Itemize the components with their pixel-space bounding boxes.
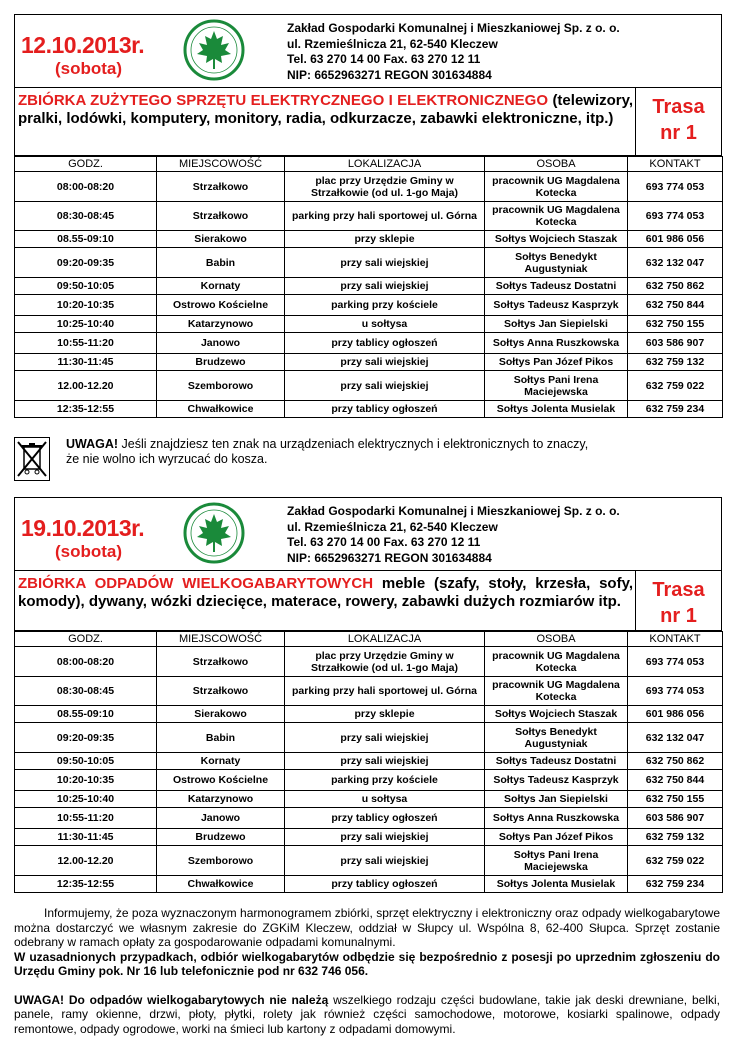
table-row (15, 770, 723, 791)
cell-loc: przy sali wiejskiej (285, 829, 485, 846)
schedule-table-1 (14, 156, 723, 418)
cell-contact: 693 774 053 (628, 202, 723, 231)
cell-contact: 632 759 022 (628, 371, 723, 401)
cell-loc: przy sali wiejskiej (285, 248, 485, 278)
cell-person: Sołtys Wojciech Staszak (485, 706, 628, 723)
col-header: LOKALIZACJA (285, 157, 485, 172)
cell-contact: 632 750 862 (628, 278, 723, 295)
cell-contact: 632 759 022 (628, 846, 723, 876)
cell-contact: 632 759 234 (628, 876, 723, 893)
cell-person: Sołtys Benedykt Augustyniak (485, 723, 628, 753)
warning-label: UWAGA! (66, 437, 119, 451)
cell-person: Sołtys Pan Józef Pikos (485, 354, 628, 371)
cell-time: 12.00-12.20 (15, 846, 157, 876)
company-ids: NIP: 6652963271 REGON 301634884 (287, 550, 492, 565)
table-row (15, 278, 723, 295)
cell-place: Strzałkowo (157, 677, 285, 706)
cell-contact: 693 774 053 (628, 172, 723, 202)
table-row (15, 371, 723, 401)
cell-time: 10:25-10:40 (15, 791, 157, 808)
cell-contact: 603 586 907 (628, 333, 723, 354)
cell-loc: przy sklepie (285, 231, 485, 248)
warning-line-1: Jeśli znajdziesz ten znak na urządzeniach elektrycznych i elektronicznych to znaczy, (118, 437, 589, 451)
header-2 (14, 497, 722, 571)
cell-place: Ostrowo Kościelne (157, 770, 285, 791)
cell-loc: parking przy kościele (285, 295, 485, 316)
collection-day-2: (sobota) (55, 542, 123, 561)
cell-person: pracownik UG Magdalena Kotecka (485, 647, 628, 677)
table-row (15, 295, 723, 316)
cell-contact: 632 759 234 (628, 401, 723, 418)
cell-person: Sołtys Tadeusz Kasprzyk (485, 295, 628, 316)
cell-place: Strzałkowo (157, 647, 285, 677)
cell-time: 12:35-12:55 (15, 401, 157, 418)
cell-time: 08.55-09:10 (15, 231, 157, 248)
collection-title-1 (14, 88, 722, 156)
cell-place: Babin (157, 723, 285, 753)
cell-time: 08:30-08:45 (15, 202, 157, 231)
col-header: KONTAKT (628, 632, 723, 647)
col-header: KONTAKT (628, 157, 723, 172)
table-row (15, 172, 723, 202)
cell-place: Sierakowo (157, 231, 285, 248)
cell-time: 12:35-12:55 (15, 876, 157, 893)
cell-time: 12.00-12.20 (15, 371, 157, 401)
table-row (15, 677, 723, 706)
cell-loc: u sołtysa (285, 316, 485, 333)
cell-contact: 603 586 907 (628, 808, 723, 829)
cell-loc: przy sali wiejskiej (285, 846, 485, 876)
cell-place: Ostrowo Kościelne (157, 295, 285, 316)
cell-place: Brudzewo (157, 354, 285, 371)
table-row (15, 791, 723, 808)
table-row (15, 876, 723, 893)
cell-person: Sołtys Pani Irena Maciejewska (485, 371, 628, 401)
cell-loc: parking przy hali sportowej ul. Górna (285, 202, 485, 231)
info-paragraph-2: W uzasadnionych przypadkach, odbiór wielkogabarytów odbędzie się bezpośrednio z posesji po uprzednim zgłoszeniu do Urzędu Gminy pok. Nr 16 lub telefonicznie pod nr 632 746 056. (14, 949, 720, 978)
cell-place: Sierakowo (157, 706, 285, 723)
company-ids: NIP: 6652963271 REGON 301634884 (287, 67, 492, 82)
info-paragraph-1: Informujemy, że poza wyznaczonym harmonogramem zbiórki, sprzęt elektryczny i elektroniczny oraz odpady wielkogabarytowe można dostarczyć we własnym zakresie do ZGKiM Kleczew, oddział w Słupcy ul. Wspólna 8, 62-400 Słupca. Sprzęt zostanie odebrany w ramach opłaty za gospodarowanie odpadami komunalnymi. (14, 906, 720, 949)
cell-time: 08:00-08:20 (15, 647, 157, 677)
cell-contact: 693 774 053 (628, 647, 723, 677)
info-warning-rest: wszelkiego rodzaju części budowlane, takie jak deski drewniane, belki, panele, ramy okienne, drzwi, płoty, płytki, rolety jak również części samochodowe, motorowe, kosiarki spalinowe, odpady remontowe, odpady ogrodowe, worki na śmieci lub kartony z odpadami domowymi. (14, 992, 720, 1036)
cell-person: Sołtys Tadeusz Dostatni (485, 278, 628, 295)
cell-time: 08:00-08:20 (15, 172, 157, 202)
cell-contact: 601 986 056 (628, 706, 723, 723)
cell-time: 09:50-10:05 (15, 753, 157, 770)
route-label-1: Trasa nr 1 (635, 88, 721, 155)
cell-place: Kornaty (157, 278, 285, 295)
cell-loc: przy tablicy ogłoszeń (285, 401, 485, 418)
cell-contact: 601 986 056 (628, 231, 723, 248)
company-address: ul. Rzemieślnicza 21, 62-540 Kleczew (287, 519, 498, 534)
table-header-row (15, 157, 723, 172)
collection-day-1: (sobota) (55, 59, 123, 78)
collection-date-1: 12.10.2013r. (21, 32, 145, 58)
header-1 (14, 14, 722, 88)
cell-contact: 632 750 844 (628, 770, 723, 791)
company-info-2 (287, 504, 620, 566)
company-phones: Tel. 63 270 14 00 Fax. 63 270 12 11 (287, 535, 481, 549)
cell-person: Sołtys Pan Józef Pikos (485, 829, 628, 846)
cell-loc: parking przy hali sportowej ul. Górna (285, 677, 485, 706)
cell-time: 09:20-09:35 (15, 248, 157, 278)
collection-heading-2: ZBIÓRKA ODPADÓW WIELKOGABARYTOWYCH (18, 575, 374, 592)
cell-person: pracownik UG Magdalena Kotecka (485, 202, 628, 231)
cell-time: 09:20-09:35 (15, 723, 157, 753)
cell-time: 10:55-11:20 (15, 808, 157, 829)
cell-place: Chwałkowice (157, 876, 285, 893)
cell-contact: 632 759 132 (628, 354, 723, 371)
cell-person: Sołtys Jan Siepielski (485, 316, 628, 333)
cell-person: pracownik UG Magdalena Kotecka (485, 677, 628, 706)
cell-person: Sołtys Jolenta Musielak (485, 876, 628, 893)
cell-time: 08.55-09:10 (15, 706, 157, 723)
company-name: Zakład Gospodarki Komunalnej i Mieszkaniowej Sp. z o. o. (287, 21, 620, 35)
table-header-row (15, 632, 723, 647)
cell-loc: przy sali wiejskiej (285, 354, 485, 371)
table-row (15, 723, 723, 753)
cell-place: Katarzynowo (157, 316, 285, 333)
cell-person: Sołtys Wojciech Staszak (485, 231, 628, 248)
table-row (15, 248, 723, 278)
cell-contact: 632 750 155 (628, 316, 723, 333)
cell-person: Sołtys Jolenta Musielak (485, 401, 628, 418)
cell-loc: przy sali wiejskiej (285, 278, 485, 295)
cell-time: 11:30-11:45 (15, 354, 157, 371)
collection-desc-2: meble (szafy, stoły, krzesła, sofy, komody), dywany, wózki dziecięce, materace, rowery, zabawki dużych rozmiarów itp. (18, 575, 633, 610)
warning-text (66, 437, 588, 467)
cell-contact: 632 132 047 (628, 248, 723, 278)
table-row (15, 829, 723, 846)
col-header: MIEJSCOWOŚĆ (157, 632, 285, 647)
cell-loc: u sołtysa (285, 791, 485, 808)
col-header: GODZ. (15, 632, 157, 647)
cell-place: Katarzynowo (157, 791, 285, 808)
cell-loc: przy sklepie (285, 706, 485, 723)
cell-time: 10:55-11:20 (15, 333, 157, 354)
cell-person: Sołtys Anna Ruszkowska (485, 333, 628, 354)
cell-loc: przy sali wiejskiej (285, 753, 485, 770)
schedule-block-2 (14, 497, 722, 893)
cell-loc: przy tablicy ogłoszeń (285, 808, 485, 829)
company-phones: Tel. 63 270 14 00 Fax. 63 270 12 11 (287, 52, 481, 66)
company-name: Zakład Gospodarki Komunalnej i Mieszkaniowej Sp. z o. o. (287, 504, 620, 518)
table-row (15, 846, 723, 876)
table-row (15, 706, 723, 723)
info-section (14, 906, 720, 1036)
cell-contact: 693 774 053 (628, 677, 723, 706)
cell-place: Babin (157, 248, 285, 278)
table-row (15, 808, 723, 829)
warning-line-2: że nie wolno ich wyrzucać do kosza. (66, 452, 268, 466)
cell-contact: 632 750 862 (628, 753, 723, 770)
cell-loc: przy sali wiejskiej (285, 371, 485, 401)
cell-contact: 632 750 155 (628, 791, 723, 808)
cell-loc: plac przy Urzędzie Gminy w Strzałkowie (od ul. 1-go Maja) (285, 172, 485, 202)
cell-contact: 632 132 047 (628, 723, 723, 753)
schedule-block-1 (14, 14, 722, 418)
table-row (15, 333, 723, 354)
schedule-table-2 (14, 631, 723, 893)
cell-place: Brudzewo (157, 829, 285, 846)
cell-place: Szemborowo (157, 371, 285, 401)
cell-person: Sołtys Pani Irena Maciejewska (485, 846, 628, 876)
maple-leaf-logo-icon (183, 502, 245, 564)
cell-place: Szemborowo (157, 846, 285, 876)
cell-place: Chwałkowice (157, 401, 285, 418)
crossed-bin-icon (14, 437, 50, 481)
cell-person: pracownik UG Magdalena Kotecka (485, 172, 628, 202)
cell-contact: 632 759 132 (628, 829, 723, 846)
cell-loc: przy sali wiejskiej (285, 723, 485, 753)
table-row (15, 202, 723, 231)
cell-person: Sołtys Jan Siepielski (485, 791, 628, 808)
cell-time: 10:25-10:40 (15, 316, 157, 333)
cell-place: Janowo (157, 808, 285, 829)
cell-time: 08:30-08:45 (15, 677, 157, 706)
cell-time: 10:20-10:35 (15, 770, 157, 791)
cell-loc: plac przy Urzędzie Gminy w Strzałkowie (od ul. 1-go Maja) (285, 647, 485, 677)
info-warning-bold: UWAGA! Do odpadów wielkogabarytowych nie należą (14, 992, 329, 1007)
table-row (15, 316, 723, 333)
cell-contact: 632 750 844 (628, 295, 723, 316)
collection-date-2: 19.10.2013r. (21, 515, 145, 541)
col-header: MIEJSCOWOŚĆ (157, 157, 285, 172)
collection-desc-1: (telewizory, pralki, lodówki, komputery, monitory, radia, odkurzacze, zabawki elektroniczne, itp.) (18, 92, 634, 127)
col-header: OSOBA (485, 157, 628, 172)
cell-time: 09:50-10:05 (15, 278, 157, 295)
cell-person: Sołtys Anna Ruszkowska (485, 808, 628, 829)
table-row (15, 647, 723, 677)
cell-person: Sołtys Tadeusz Dostatni (485, 753, 628, 770)
cell-person: Sołtys Benedykt Augustyniak (485, 248, 628, 278)
cell-place: Strzałkowo (157, 202, 285, 231)
cell-time: 10:20-10:35 (15, 295, 157, 316)
cell-loc: parking przy kościele (285, 770, 485, 791)
maple-leaf-logo-icon (183, 19, 245, 81)
weee-warning (14, 437, 722, 485)
cell-loc: przy tablicy ogłoszeń (285, 876, 485, 893)
col-header: OSOBA (485, 632, 628, 647)
company-info-1 (287, 21, 620, 83)
col-header: GODZ. (15, 157, 157, 172)
route-label-2: Trasa nr 1 (635, 571, 721, 630)
collection-title-2 (14, 571, 722, 631)
table-row (15, 231, 723, 248)
company-address: ul. Rzemieślnicza 21, 62-540 Kleczew (287, 36, 498, 51)
cell-time: 11:30-11:45 (15, 829, 157, 846)
cell-place: Janowo (157, 333, 285, 354)
cell-loc: przy tablicy ogłoszeń (285, 333, 485, 354)
table-row (15, 753, 723, 770)
info-paragraph-3 (14, 993, 720, 1037)
cell-person: Sołtys Tadeusz Kasprzyk (485, 770, 628, 791)
col-header: LOKALIZACJA (285, 632, 485, 647)
cell-place: Strzałkowo (157, 172, 285, 202)
table-row (15, 401, 723, 418)
table-row (15, 354, 723, 371)
cell-place: Kornaty (157, 753, 285, 770)
collection-heading-1: ZBIÓRKA ZUŻYTEGO SPRZĘTU ELEKTRYCZNEGO I ELEKTRONICZNEGO (18, 92, 549, 109)
